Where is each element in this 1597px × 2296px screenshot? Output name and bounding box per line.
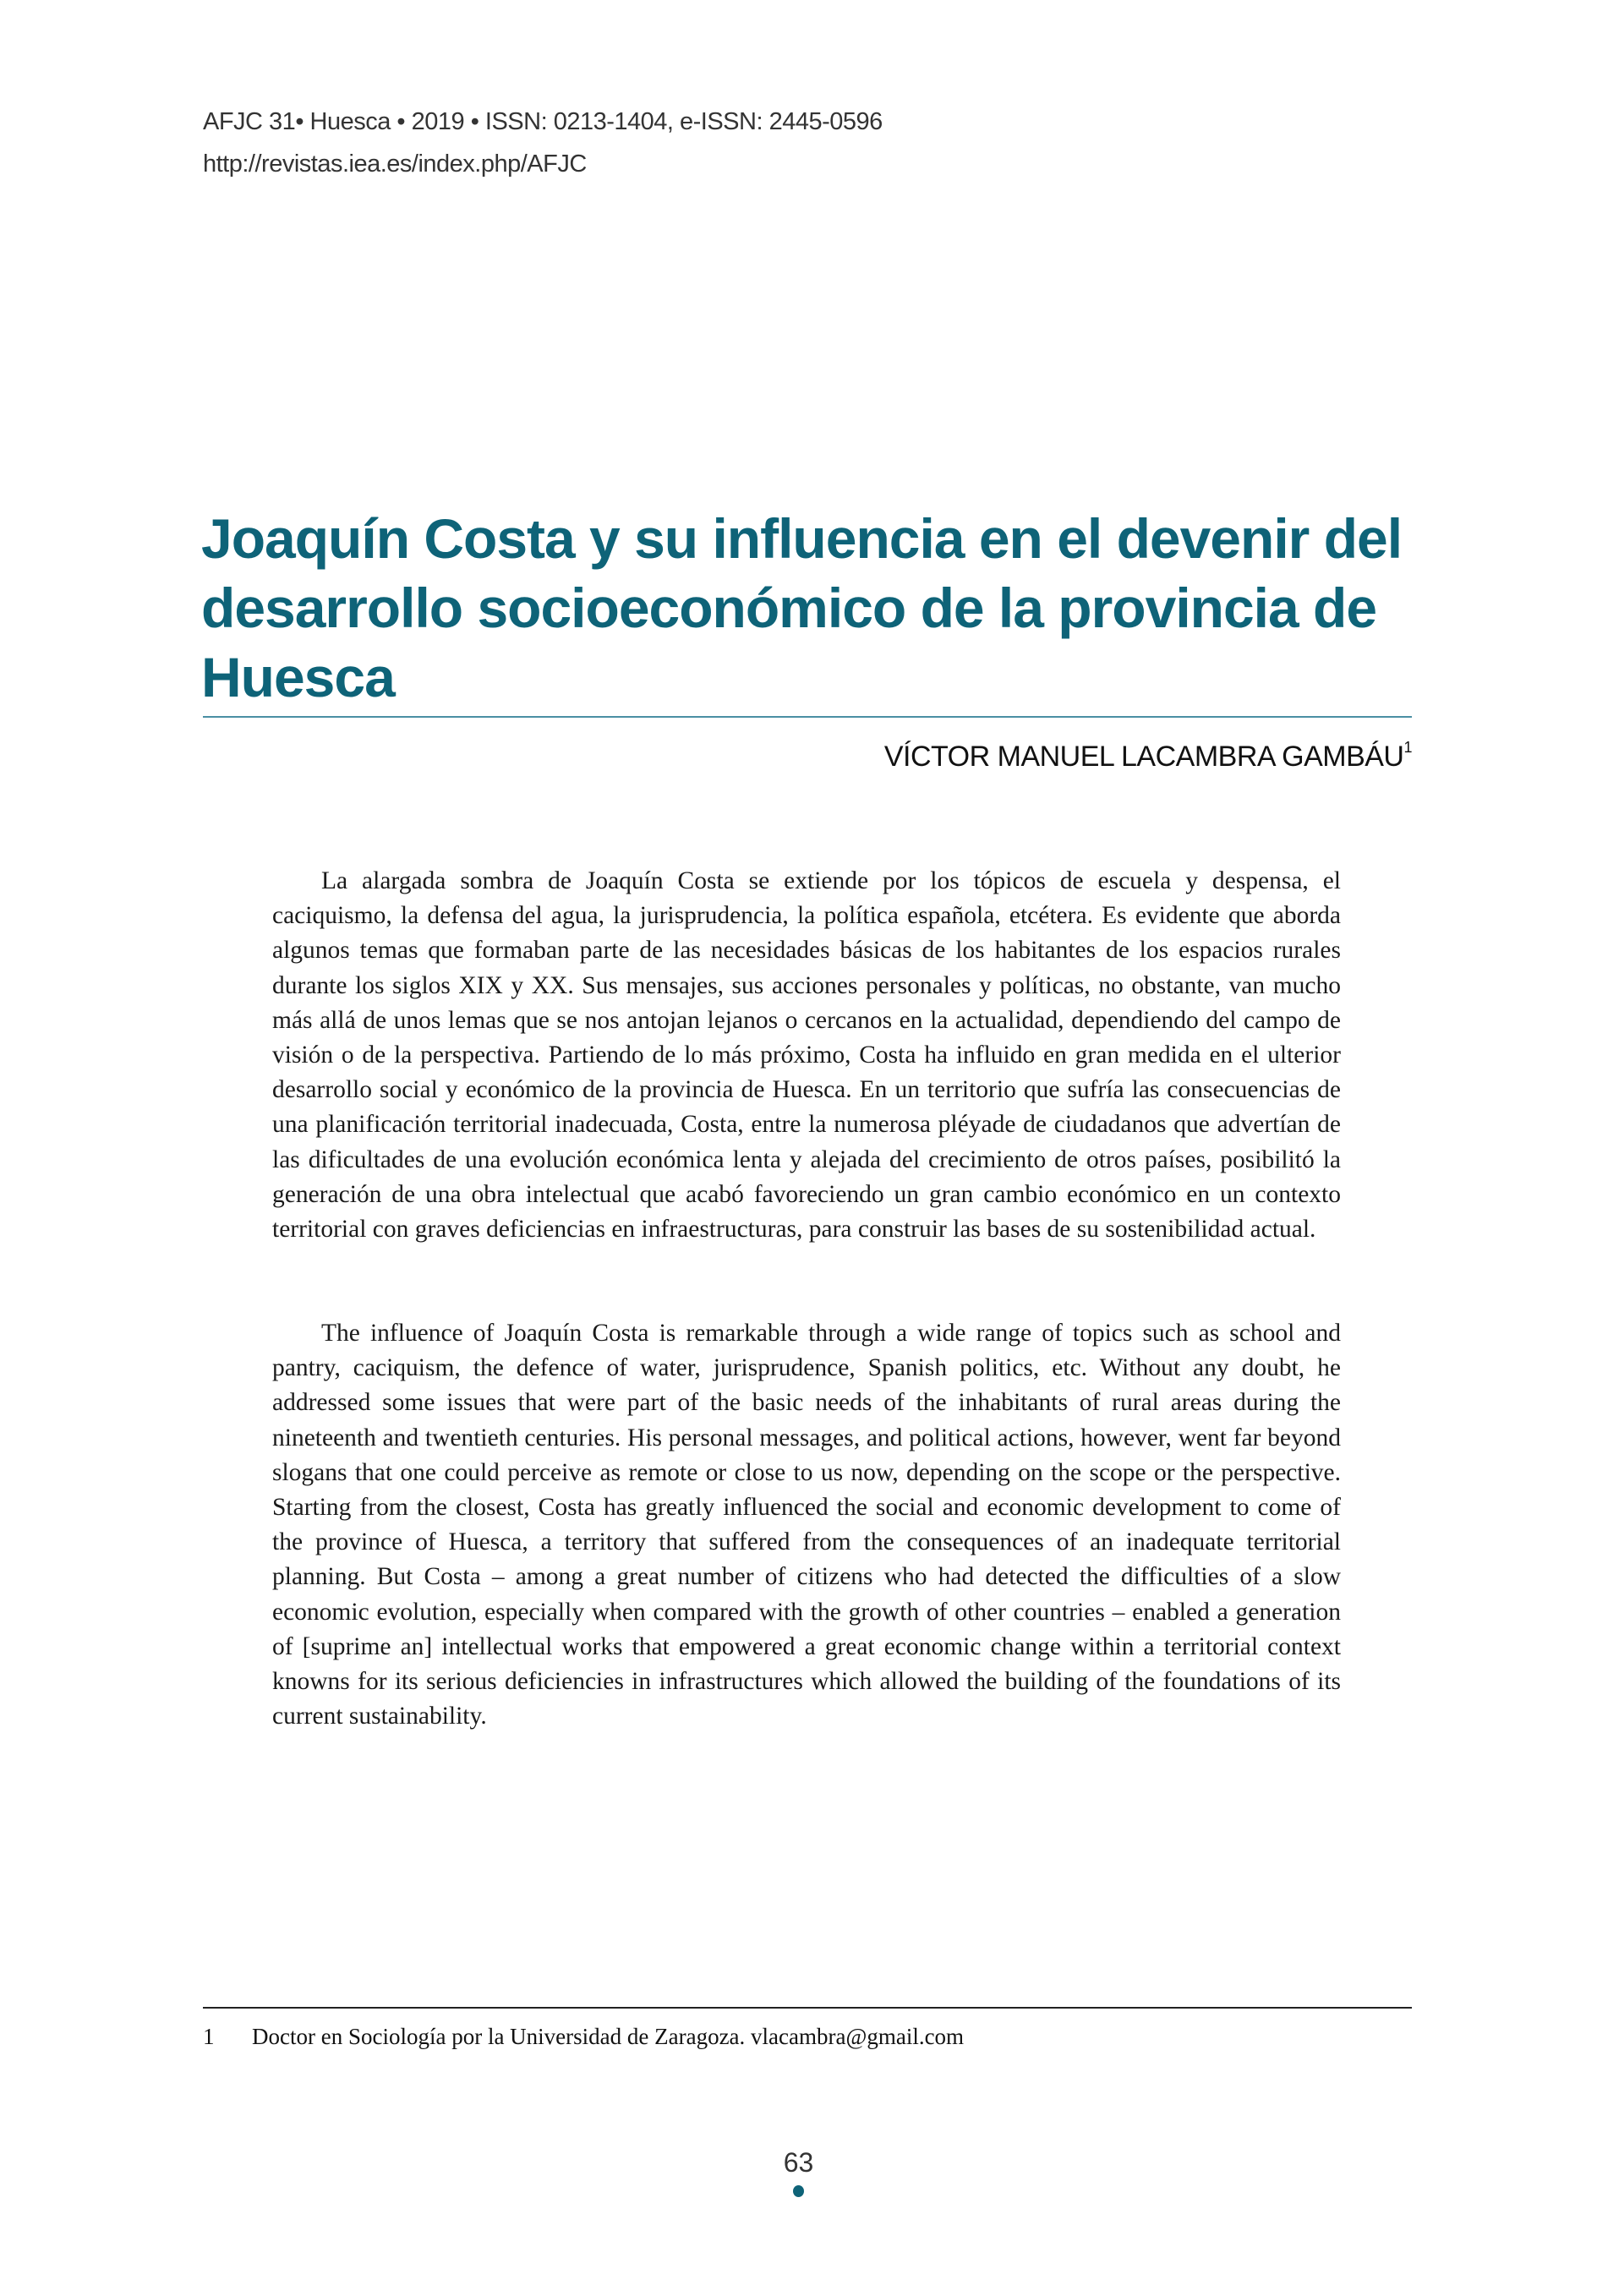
abstract-spanish: La alargada sombra de Joaquín Costa se extiende por los tópicos de escuela y despensa, el caciquismo, la defensa del agua, la jurisprudencia, la política española, etcétera. Es evidente que aborda algunos temas que formaban parte de las necesidades básicas de los habitantes de los espacios rurales durante los siglos XIX y XX. Sus mensajes, sus acciones personales y políticas, no obstante, van mucho más allá de unos lemas que se nos antojan lejanos o cercanos en la actualidad, dependiendo del campo de visión o de la perspectiva. Partiendo de lo más próximo, Costa ha influido en gran medida en el ulterior desarrollo social y económico de la provincia de Huesca. En un territorio que sufría las consecuencias de una planificación territorial inadecuada, Costa, entre la numerosa pléyade de ciudadanos que advertían de las dificultades de una evolución económica lenta y alejada del crecimiento de otros países, posibilitó la generación de una obra intelectual que acabó favoreciendo un gran cambio económico en un contexto territorial con graves deficiencias en infraestructuras, para construir las bases de su sostenibilidad actual. [272,867,1341,1244]
journal-url[interactable]: http://revistas.iea.es/index.php/AFJC [203,150,587,178]
page-number: 63 [783,2147,814,2178]
footnote-text: Doctor en Sociología por la Universidad de Zaragoza. vlacambra@gmail.com [252,2024,965,2049]
footnote-mark[interactable]: 1 [1403,739,1412,756]
footnote [203,2024,964,2050]
journal-citation: AFJC 31• Huesca • 2019 • ISSN: 0213-1404, e-ISSN: 2445-0596 [203,108,883,135]
title-divider [203,716,1412,718]
author-name [884,741,1412,774]
footnote-number: 1 [203,2024,215,2049]
footnote-divider [203,2007,1412,2009]
article-title: Joaquín Costa y su influencia en el devenir del desarrollo socioeconómico de la provincia de Huesca [201,507,1403,708]
abstract-english: The influence of Joaquín Costa is remarkable through a wide range of topics such as school and pantry, caciquism, the defence of water, jurisprudence, Spanish politics, etc. Without any doubt, he addressed some issues that were part of the basic needs of the inhabitants of rural areas during the nineteenth and twentieth centuries. His personal messages, and political actions, however, went far beyond slogans that one could perceive as remote or close to us now, depending on the scope or the perspective. Starting from the closest, Costa has greatly influenced the social and economic development to come of the province of Huesca, a territory that suffered from the consequences of an inadequate territorial planning. But Costa – among a great number of citizens who had detected the difficulties of a slow economic evolution, especially when compared with the growth of other countries – enabled a generation of [suprime an] intellectual works that empowered a great economic change within a territorial context knowns for its serious deficiencies in infrastructures which allowed the building of the foundations of its current sustainability. [272,1320,1341,1730]
author-text: VÍCTOR MANUEL LACAMBRA GAMBÁU [883,741,1404,773]
page-dot-icon [793,2185,804,2197]
